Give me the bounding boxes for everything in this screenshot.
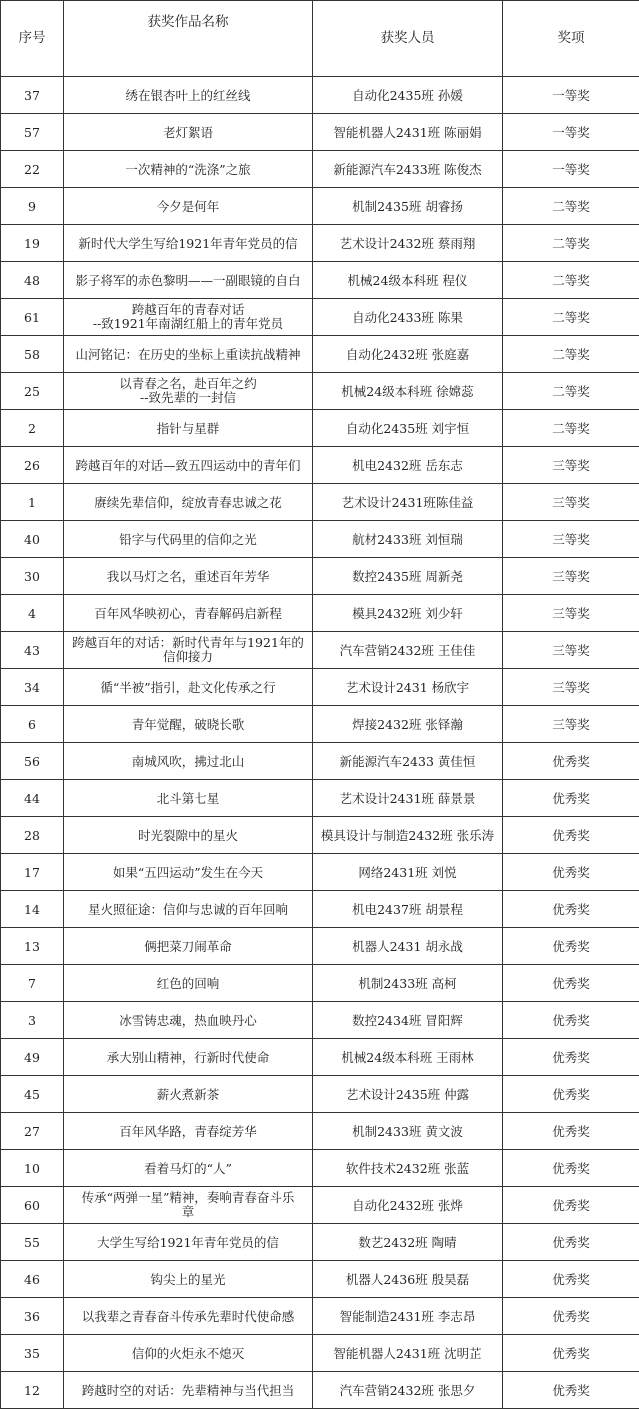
row-winner: 自动化2435班 孙媛 [313,77,503,114]
row-title: 跨越百年的青春对话 --致1921年南湖红船上的青年党员 [64,299,313,336]
row-index: 45 [1,1076,64,1113]
row-winner: 机电2432班 岳东志 [313,447,503,484]
row-index: 17 [1,854,64,891]
row-winner: 机制2435班 胡睿扬 [313,188,503,225]
table-row [1,262,639,299]
row-index: 35 [1,1335,64,1372]
row-title: 以我辈之青春奋斗传承先辈时代使命感 [64,1298,313,1335]
row-title: 跨越百年的对话：新时代青年与1921年的 信仰接力 [64,632,313,669]
row-index: 43 [1,632,64,669]
row-award: 优秀奖 [503,1113,639,1150]
row-title: 新时代大学生写给1921年青年党员的信 [64,225,313,262]
row-title: 今夕是何年 [64,188,313,225]
table-row [1,1261,639,1298]
row-index: 55 [1,1224,64,1261]
row-index: 48 [1,262,64,299]
table-row [1,521,639,558]
row-award: 优秀奖 [503,1224,639,1261]
row-award: 三等奖 [503,669,639,706]
table-row [1,484,639,521]
table-row [1,1187,639,1224]
table-row [1,188,639,225]
row-award: 优秀奖 [503,780,639,817]
table-row [1,1335,639,1372]
row-index: 27 [1,1113,64,1150]
row-title: 时光裂隙中的星火 [64,817,313,854]
row-title: 老灯絮语 [64,114,313,151]
row-award: 三等奖 [503,521,639,558]
row-award: 三等奖 [503,558,639,595]
row-award: 三等奖 [503,595,639,632]
row-index: 61 [1,299,64,336]
row-winner: 焊接2432班 张铎瀚 [313,706,503,743]
table-row [1,299,639,336]
table-row [1,1372,639,1409]
row-winner: 新能源汽车2433 黄佳恒 [313,743,503,780]
row-title: 红色的回响 [64,965,313,1002]
table-row [1,1076,639,1113]
row-index: 58 [1,336,64,373]
row-title: 跨越百年的对话—致五四运动中的青年们 [64,447,313,484]
row-title: 冰雪铸忠魂，热血映丹心 [64,1002,313,1039]
row-index: 26 [1,447,64,484]
table-row [1,669,639,706]
row-award: 三等奖 [503,484,639,521]
row-index: 44 [1,780,64,817]
row-award: 优秀奖 [503,1039,639,1076]
row-winner: 网络2431班 刘悦 [313,854,503,891]
row-title: 跨越时空的对话：先辈精神与当代担当 [64,1372,313,1409]
row-title: 俩把菜刀闹革命 [64,928,313,965]
row-award: 优秀奖 [503,1335,639,1372]
table-body [1,77,639,1409]
row-award: 优秀奖 [503,1002,639,1039]
row-winner: 艺术设计2435班 仲露 [313,1076,503,1113]
row-winner: 数艺2432班 陶晴 [313,1224,503,1261]
row-title: 承大别山精神，行新时代使命 [64,1039,313,1076]
row-winner: 机械24级本科班 徐嫦蕊 [313,373,503,410]
table-row [1,965,639,1002]
row-award: 优秀奖 [503,1298,639,1335]
row-award: 一等奖 [503,114,639,151]
header-index: 序号 [1,1,64,77]
row-index: 56 [1,743,64,780]
row-title: 绣在银杏叶上的红丝线 [64,77,313,114]
row-winner: 艺术设计2431 杨欣宇 [313,669,503,706]
table-row [1,1150,639,1187]
row-winner: 自动化2435班 刘宇恒 [313,410,503,447]
table-row [1,854,639,891]
row-award: 三等奖 [503,706,639,743]
row-award: 优秀奖 [503,817,639,854]
row-title: 百年风华映初心，青春解码启新程 [64,595,313,632]
row-title: 影子将军的赤色黎明——一副眼镜的自白 [64,262,313,299]
row-index: 40 [1,521,64,558]
row-award: 二等奖 [503,188,639,225]
row-winner: 数控2435班 周新尧 [313,558,503,595]
row-winner: 机器人2431 胡永战 [313,928,503,965]
row-award: 优秀奖 [503,928,639,965]
row-index: 4 [1,595,64,632]
row-award: 一等奖 [503,77,639,114]
row-award: 二等奖 [503,373,639,410]
row-title: 钩尖上的星光 [64,1261,313,1298]
row-winner: 智能制造2431班 李志昂 [313,1298,503,1335]
row-winner: 自动化2433班 陈果 [313,299,503,336]
table-row [1,1224,639,1261]
table-row [1,336,639,373]
row-winner: 模具2432班 刘少轩 [313,595,503,632]
row-index: 46 [1,1261,64,1298]
row-index: 9 [1,188,64,225]
row-winner: 汽车营销2432班 张思夕 [313,1372,503,1409]
header-award: 奖项 [503,1,639,77]
row-award: 优秀奖 [503,1372,639,1409]
row-award: 优秀奖 [503,1150,639,1187]
row-index: 10 [1,1150,64,1187]
row-index: 14 [1,891,64,928]
row-award: 优秀奖 [503,1261,639,1298]
table-row [1,410,639,447]
row-winner: 智能机器人2431班 陈丽娟 [313,114,503,151]
row-winner: 艺术设计2431班 薛景景 [313,780,503,817]
row-award: 三等奖 [503,447,639,484]
row-title: 铅字与代码里的信仰之光 [64,521,313,558]
row-index: 7 [1,965,64,1002]
table-row [1,706,639,743]
row-title: 传承“两弹一星”精神，奏响青春奋斗乐 章 [64,1187,313,1224]
row-index: 36 [1,1298,64,1335]
row-award: 二等奖 [503,262,639,299]
row-index: 30 [1,558,64,595]
table-row [1,632,639,669]
table-row [1,595,639,632]
row-title: 我以马灯之名，重述百年芳华 [64,558,313,595]
row-award: 二等奖 [503,225,639,262]
row-winner: 自动化2432班 张烨 [313,1187,503,1224]
row-index: 28 [1,817,64,854]
row-award: 二等奖 [503,336,639,373]
row-title: 循“半被”指引，赴文化传承之行 [64,669,313,706]
row-award: 优秀奖 [503,965,639,1002]
row-index: 57 [1,114,64,151]
row-award: 一等奖 [503,151,639,188]
row-award: 优秀奖 [503,743,639,780]
row-award: 优秀奖 [503,1076,639,1113]
row-winner: 智能机器人2431班 沈明芷 [313,1335,503,1372]
table-row [1,77,639,114]
table-row [1,1039,639,1076]
row-index: 13 [1,928,64,965]
row-winner: 自动化2432班 张庭嘉 [313,336,503,373]
row-winner: 软件技术2432班 张蓝 [313,1150,503,1187]
row-winner: 机制2433班 黄文波 [313,1113,503,1150]
row-winner: 机械24级本科班 王雨林 [313,1039,503,1076]
row-title: 看着马灯的“人” [64,1150,313,1187]
row-award: 优秀奖 [503,891,639,928]
row-title: 山河铭记：在历史的坐标上重读抗战精神 [64,336,313,373]
row-winner: 航材2433班 刘恒瑞 [313,521,503,558]
row-winner: 机器人2436班 殷昊磊 [313,1261,503,1298]
row-index: 22 [1,151,64,188]
table-row [1,817,639,854]
row-index: 19 [1,225,64,262]
row-title: 星火照征途：信仰与忠诚的百年回响 [64,891,313,928]
table-row [1,151,639,188]
row-title: 信仰的火炬永不熄灭 [64,1335,313,1372]
row-award: 优秀奖 [503,854,639,891]
row-winner: 机制2433班 高柯 [313,965,503,1002]
table-row [1,1113,639,1150]
row-winner: 汽车营销2432班 王佳佳 [313,632,503,669]
row-award: 二等奖 [503,410,639,447]
row-winner: 艺术设计2432班 蔡雨翔 [313,225,503,262]
row-winner: 机电2437班 胡景程 [313,891,503,928]
table-row [1,891,639,928]
row-index: 6 [1,706,64,743]
table-row [1,780,639,817]
row-title: 北斗第七星 [64,780,313,817]
row-title: 薪火煮新茶 [64,1076,313,1113]
row-winner: 艺术设计2431班陈佳益 [313,484,503,521]
table-row [1,114,639,151]
table-row [1,928,639,965]
row-title: 青年觉醒，破晓长歌 [64,706,313,743]
row-award: 二等奖 [503,299,639,336]
row-title: 如果“五四运动”发生在今天 [64,854,313,891]
row-winner: 新能源汽车2433班 陈俊杰 [313,151,503,188]
row-title: 以青春之名，赴百年之约 --致先辈的一封信 [64,373,313,410]
table-row [1,447,639,484]
row-index: 37 [1,77,64,114]
row-index: 12 [1,1372,64,1409]
table-row [1,558,639,595]
row-title: 赓续先辈信仰，绽放青春忠诚之花 [64,484,313,521]
row-award: 三等奖 [503,632,639,669]
table-row [1,373,639,410]
row-winner: 机械24级本科班 程仪 [313,262,503,299]
table-row [1,1002,639,1039]
row-index: 25 [1,373,64,410]
table-row [1,743,639,780]
row-award: 优秀奖 [503,1187,639,1224]
row-title: 指针与星群 [64,410,313,447]
row-index: 1 [1,484,64,521]
row-index: 2 [1,410,64,447]
row-index: 3 [1,1002,64,1039]
row-title: 南城风吹，拂过北山 [64,743,313,780]
row-winner: 模具设计与制造2432班 张乐涛 [313,817,503,854]
row-index: 49 [1,1039,64,1076]
header-winners: 获奖人员 [313,1,503,77]
header-row [1,1,639,77]
row-index: 60 [1,1187,64,1224]
table-row [1,225,639,262]
row-title: 大学生写给1921年青年党员的信 [64,1224,313,1261]
row-title: 百年风华路，青春绽芳华 [64,1113,313,1150]
row-winner: 数控2434班 冒阳辉 [313,1002,503,1039]
table-row [1,1298,639,1335]
row-title: 一次精神的“洗涤”之旅 [64,151,313,188]
row-index: 34 [1,669,64,706]
header-title: 获奖作品名称 [64,1,313,77]
